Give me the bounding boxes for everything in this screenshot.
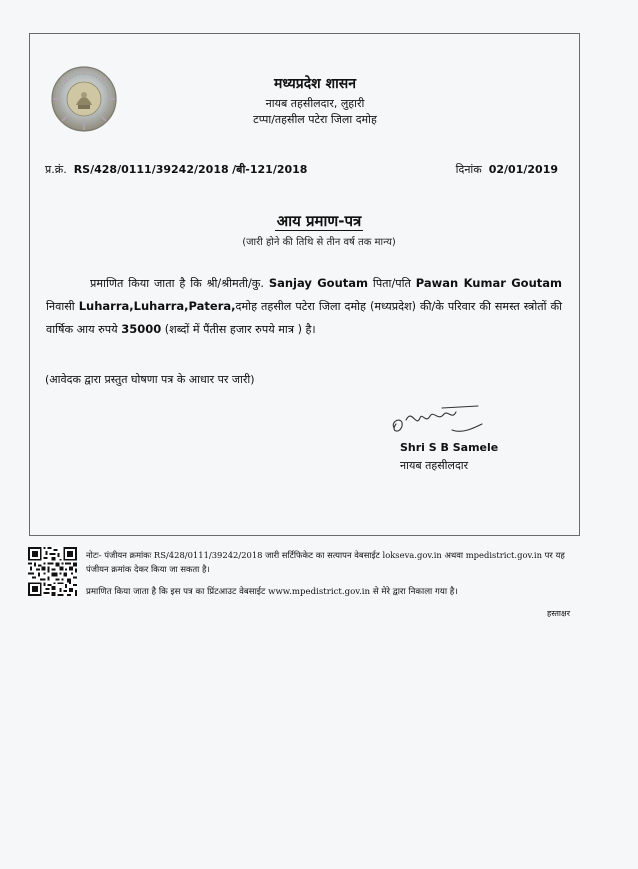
printout-declaration: प्रमाणित किया जाता है कि इस पत्र का प्रिंटआउट वेबसाईट www.mpedistrict.gov.in से मेरे द्वारा निकाला गया है। [86, 587, 458, 597]
signature-label: हस्ताक्षर [547, 609, 570, 618]
office-location: टप्पा/तहसील पटेरा जिला दमोह [253, 113, 377, 126]
signatory-name: Shri S B Samele [400, 441, 499, 454]
government-title: मध्यप्रदेश शासन [274, 76, 356, 92]
applicant-address: Luharra,Luharra,Patera, [78, 299, 236, 313]
verification-note: नोटः- पंजीयन क्रमांकः RS/428/0111/39242/2018 जारी सर्टिफिकेट का सत्यापन वेबसाईट lokseva.gov.in अथवा mpedistrict.gov.in पर यह पंजीयन क्रमांक देकर किया जा सकता है। [86, 550, 565, 574]
certificate-body: प्रमाणित किया जाता है कि श्री/श्रीमती/कु. Sanjay Goutam पिता/पति Pawan Kumar Goutam निवासी Luharra,Luharra,Patera,दमोह तहसील पटेरा जिला दमोह (मध्यप्रदेश) की/के परिवार की समस्त स्त्रोतों की वार्षिक आय रुपये 35000 (शब्दों में पैंतीस हजार रुपये मात्र ) है। [46, 276, 562, 336]
issued-basis-note: (आवेदक द्वारा प्रस्तुत घोषणा पत्र के आधार पर जारी) [45, 373, 255, 386]
reference-number: प्र.क्रं. RS/428/0111/39242/2018 /बी-121/2018 [45, 163, 308, 176]
annual-income: 35000 [121, 322, 162, 336]
applicant-name: Sanjay Goutam [268, 276, 369, 290]
issue-date: दिनांक 02/01/2019 [455, 163, 558, 176]
qr-code [28, 547, 77, 596]
validity-note: (जारी होने की तिथि से तीन वर्ष तक मान्य) [242, 237, 396, 248]
office-name: नायब तहसीलदार, लुहारी [265, 97, 365, 110]
signatory-designation: नायब तहसीलदार [400, 459, 469, 472]
handwritten-signature [382, 398, 492, 440]
certificate-title: आय प्रमाण-पत्र [276, 212, 362, 230]
father-name: Pawan Kumar Goutam [415, 276, 562, 290]
state-emblem-seal [50, 65, 118, 133]
